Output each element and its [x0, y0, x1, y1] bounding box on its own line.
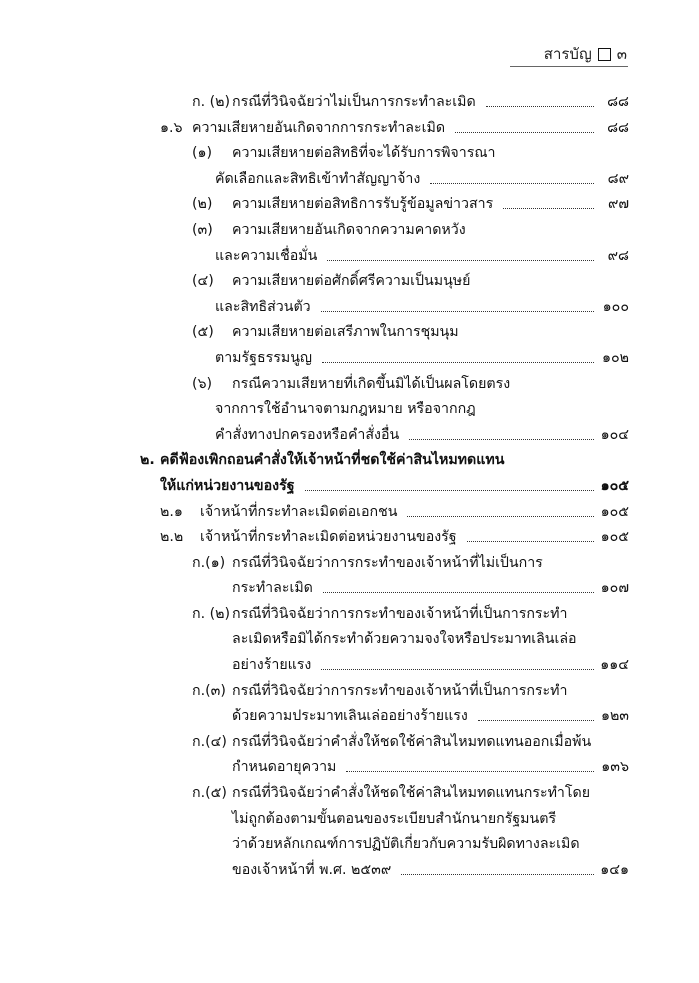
checkbox-square-icon — [598, 48, 611, 61]
toc-entry-text: ความเสียหายต่อสิทธิการรับรู้ข้อมูลข่าวสาร — [232, 196, 494, 213]
dot-leader — [478, 720, 594, 721]
toc-line[interactable] — [0, 704, 699, 730]
page-header — [544, 42, 627, 66]
toc-entry-text: และสิทธิส่วนตัว — [215, 298, 311, 315]
toc-entry-text: คดีฟ้องเพิกถอนคำสั่งให้เจ้าหน้าที่ชดใช้ค่าสินไหมทดแทน — [160, 452, 505, 469]
dot-leader — [407, 516, 594, 517]
toc-line[interactable] — [0, 141, 699, 167]
toc-entry-text: คัดเลือกและสิทธิเข้าทำสัญญาจ้าง — [215, 170, 421, 187]
toc-entry-text: กรณีที่วินิจฉัยว่าไม่เป็นการกระทำละเมิด — [232, 94, 476, 110]
toc-marker: ก. (๒) — [192, 94, 231, 110]
header-rule — [510, 66, 628, 67]
toc-marker: (๔) — [192, 273, 214, 290]
toc-page-number: ๙๗ — [607, 196, 629, 213]
toc-marker: ก. (๒) — [192, 605, 231, 622]
toc-page-number: ๑๐๕ — [600, 477, 629, 494]
toc-line[interactable] — [0, 807, 699, 833]
toc-line[interactable] — [0, 730, 699, 756]
toc-line[interactable] — [0, 346, 699, 372]
toc-line[interactable] — [0, 218, 699, 244]
dot-leader — [401, 874, 594, 875]
dot-leader — [486, 106, 594, 107]
toc-page-number: ๑๐๕ — [600, 529, 629, 546]
toc-line[interactable] — [0, 551, 699, 577]
toc-line[interactable] — [0, 576, 699, 602]
toc-line[interactable] — [0, 397, 699, 423]
toc-entry-text: ด้วยความประมาทเลินเล่ออย่างร้ายแรง — [232, 708, 468, 725]
toc-line[interactable] — [0, 653, 699, 679]
toc-entry-text: เจ้าหน้าที่กระทำละเมิดต่อหน่วยงานของรัฐ — [200, 529, 457, 546]
toc-line[interactable] — [0, 192, 699, 218]
toc-marker: (๒) — [192, 196, 213, 213]
toc-entry-text: กำหนดอายุความ — [232, 759, 337, 776]
toc-line[interactable] — [0, 295, 699, 321]
toc-page-number: ๑๓๖ — [601, 759, 629, 776]
toc-marker: ๑.๖ — [160, 119, 183, 136]
dot-leader — [323, 592, 594, 593]
toc-marker: ก.(๔) — [192, 733, 227, 750]
dot-leader — [409, 439, 594, 440]
toc-page-number: ๑๒๓ — [600, 708, 629, 725]
toc-marker: ก.(๕) — [192, 785, 227, 802]
toc-line[interactable] — [0, 525, 699, 551]
toc-line[interactable] — [0, 858, 699, 884]
toc-entry-text: ให้แก่หน่วยงานของรัฐ — [160, 477, 295, 494]
toc-page-number: ๘๘ — [607, 119, 629, 136]
toc-entry-text: ความเสียหายต่อศักดิ์ศรีความเป็นมนุษย์ — [232, 273, 471, 290]
header-page-number: ๓ — [616, 45, 627, 63]
dot-leader — [321, 669, 594, 670]
toc-line[interactable] — [0, 448, 699, 474]
dot-leader — [322, 362, 594, 363]
toc-line[interactable] — [0, 90, 699, 116]
toc-line[interactable] — [0, 167, 699, 193]
toc-marker: (๕) — [192, 324, 214, 341]
toc-entry-text: ละเมิดหรือมิได้กระทำด้วยความจงใจหรือประมาทเลินเล่อ — [232, 631, 577, 648]
toc-line[interactable] — [0, 116, 699, 142]
toc-entry-text: กรณีที่วินิจฉัยว่าคำสั่งให้ชดใช้ค่าสินไหมทดแทนออกเมื่อพ้น — [232, 733, 592, 750]
toc-entry-text: กรณีความเสียหายที่เกิดขึ้นมิได้เป็นผลโดยตรง — [232, 375, 511, 392]
toc-line[interactable] — [0, 602, 699, 628]
dot-leader — [305, 490, 594, 491]
toc-page-number: ๙๘ — [607, 247, 629, 264]
toc-entry-text: อย่างร้ายแรง — [232, 657, 312, 674]
toc-entry-text: ไม่ถูกต้องตามขั้นตอนของระเบียบสำนักนายกรัฐมนตรี — [232, 810, 557, 827]
toc-page-number: ๑๐๗ — [600, 580, 629, 597]
toc-entry-text: กรณีที่วินิจฉัยว่าการกระทำของเจ้าหน้าที่เป็นการกระทำ — [232, 682, 568, 699]
toc-line[interactable] — [0, 832, 699, 858]
toc-line[interactable] — [0, 269, 699, 295]
toc-line[interactable] — [0, 755, 699, 781]
toc-page-number: ๑๐๒ — [601, 349, 629, 366]
dot-leader — [327, 260, 594, 261]
toc-entry-text: กรณีที่วินิจฉัยว่าการกระทำของเจ้าหน้าที่เป็นการกระทำ — [232, 605, 568, 622]
toc-page-number: ๑๔๑ — [600, 861, 629, 878]
toc-page-number: ๘๘ — [607, 94, 629, 110]
toc-entry-text: ความเสียหายอันเกิดจากการกระทำละเมิด — [192, 119, 446, 136]
toc-entry-text: ความเสียหายต่อสิทธิที่จะได้รับการพิจารณา — [232, 145, 496, 162]
toc-marker: ก.(๑) — [192, 554, 226, 571]
toc-page-number: ๑๐๕ — [600, 503, 629, 520]
toc-line[interactable] — [0, 474, 699, 500]
toc-entry-text: ความเสียหายต่อเสรีภาพในการชุมนุม — [232, 324, 459, 341]
toc-page-number: ๑๐๔ — [600, 426, 629, 443]
toc-marker: ก.(๓) — [192, 682, 226, 699]
toc-page-number: ๘๙ — [607, 170, 629, 187]
dot-leader — [346, 771, 594, 772]
toc-line[interactable] — [0, 679, 699, 705]
dot-leader — [430, 183, 594, 184]
toc-line[interactable] — [0, 372, 699, 398]
toc-line[interactable] — [0, 500, 699, 526]
toc-entry-text: ความเสียหายอันเกิดจากความคาดหวัง — [232, 221, 466, 238]
header-title: สารบัญ — [543, 45, 592, 63]
toc-entry-text: ของเจ้าหน้าที่ พ.ศ. ๒๕๓๙ — [232, 861, 392, 878]
toc-line[interactable] — [0, 244, 699, 270]
toc-line[interactable] — [0, 423, 699, 449]
toc-marker: ๒.๑ — [160, 503, 183, 520]
toc-entry-text: จากการใช้อำนาจตามกฎหมาย หรือจากกฎ — [215, 401, 476, 418]
toc-marker: ๒.๒ — [160, 529, 184, 546]
dot-leader — [321, 311, 594, 312]
toc-page-number: ๑๑๔ — [600, 657, 629, 674]
toc-entry-text: กรณีที่วินิจฉัยว่าคำสั่งให้ชดใช้ค่าสินไหมทดแทนกระทำโดย — [232, 785, 591, 802]
toc-entry-text: คำสั่งทางปกครองหรือคำสั่งอื่น — [215, 426, 400, 443]
dot-leader — [467, 541, 594, 542]
toc-marker: (๑) — [192, 145, 213, 162]
toc-entry-text: กระทำละเมิด — [232, 580, 313, 597]
toc-marker: (๖) — [192, 375, 213, 392]
toc-entry-text: และความเชื่อมั่น — [215, 247, 318, 264]
toc-marker: ๒. — [140, 452, 155, 469]
toc-entry-text: กรณีที่วินิจฉัยว่าการกระทำของเจ้าหน้าที่ไม่เป็นการ — [232, 554, 543, 571]
table-of-contents — [0, 90, 699, 883]
toc-entry-text: เจ้าหน้าที่กระทำละเมิดต่อเอกชน — [200, 503, 398, 520]
dot-leader — [455, 132, 594, 133]
dot-leader — [503, 208, 594, 209]
toc-entry-text: ว่าด้วยหลักเกณฑ์การปฏิบัติเกี่ยวกับความรับผิดทางละเมิด — [232, 836, 580, 853]
toc-line[interactable] — [0, 320, 699, 346]
toc-line[interactable] — [0, 781, 699, 807]
toc-line[interactable] — [0, 627, 699, 653]
toc-page-number: ๑๐๐ — [602, 298, 629, 315]
toc-entry-text: ตามรัฐธรรมนูญ — [215, 349, 313, 366]
toc-marker: (๓) — [192, 221, 213, 238]
